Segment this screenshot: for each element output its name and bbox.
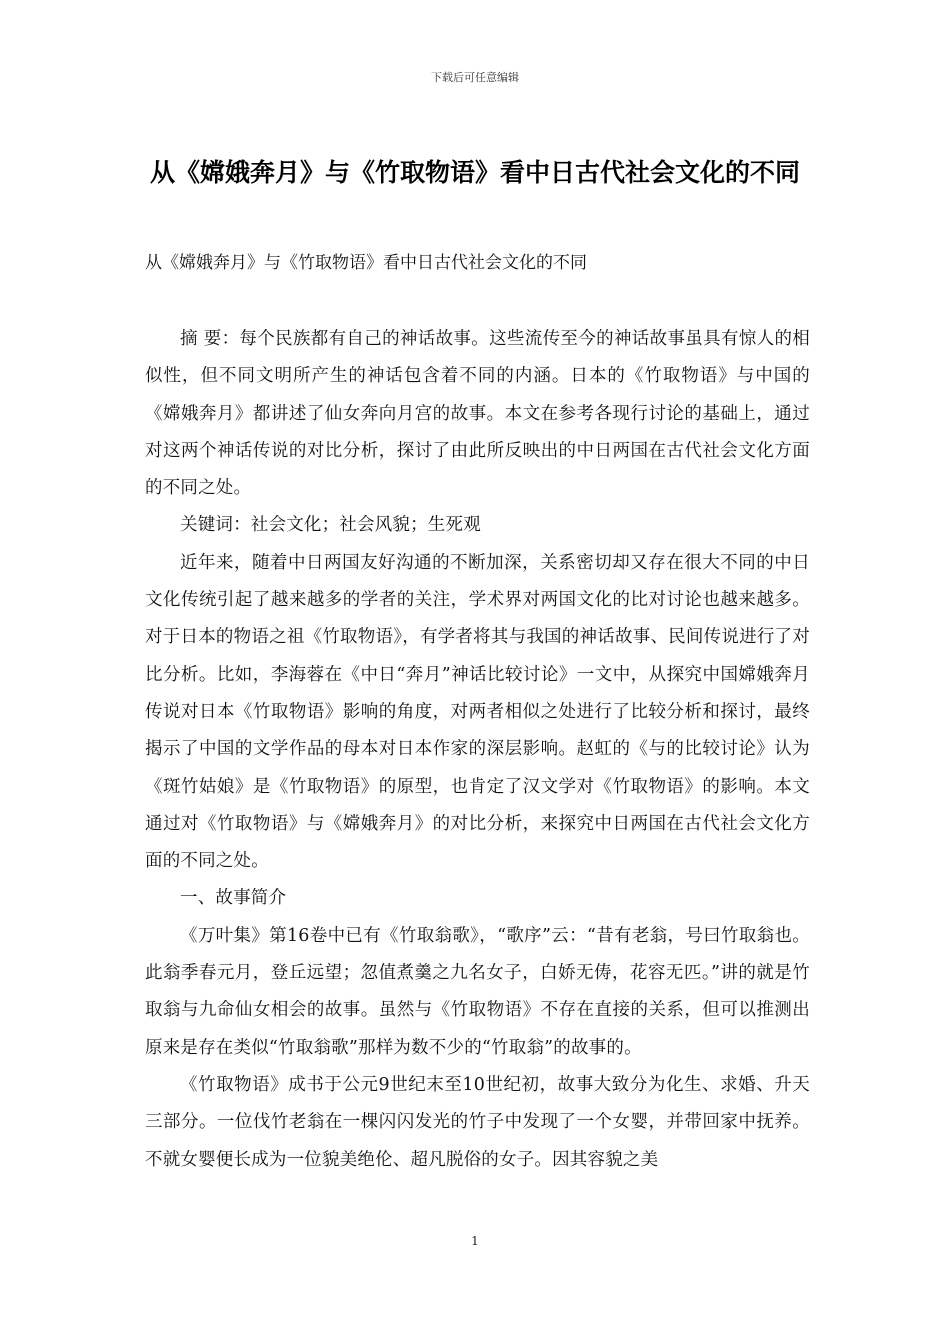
abstract-paragraph: 摘 要：每个民族都有自己的神话故事。这些流传至今的神话故事虽具有惊人的相似性，但不同文明所产生的神话包含着不同的内涵。日本的《竹取物语》与中国的《嫦娥奔月》都讲述了仙女奔向月宫的故事。本文在参考各现行讨论的基础上，通过对这两个神话传说的对比分析，探讨了由此所反映出的中日两国在古代社会文化方面的不同之处。: [145, 329, 810, 499]
keywords-paragraph: 关键词：社会文化；社会风貌；生死观: [180, 515, 481, 536]
page-number: 1: [471, 1234, 479, 1248]
document-body: [145, 321, 810, 1179]
body-paragraph: 《万叶集》第16卷中已有《竹取翁歌》，“歌序”云：“昔有老翁，号曰竹取翁也。此翁季春元月，登丘远望；忽值煮羹之九名女子，白娇无俦，花容无匹。”讲的就是竹取翁与九命仙女相会的故事。虽然与《竹取物语》不存在直接的关系，但可以推测出原来是存在类似“竹取翁歌”那样为数不少的“竹取翁”的故事的。: [145, 925, 810, 1058]
header-note: 下载后可任意编辑: [431, 71, 519, 84]
document-title: 从《嫦娥奔月》与《竹取物语》看中日古代社会文化的不同: [149, 158, 800, 187]
document-subtitle: 从《嫦娥奔月》与《竹取物语》看中日古代社会文化的不同: [145, 253, 587, 273]
body-paragraph: 《竹取物语》成书于公元9世纪末至10世纪初，故事大致分为化生、求婚、升天三部分。一位伐竹老翁在一棵闪闪发光的竹子中发现了一个女婴，并带回家中抚养。不就女婴便长成为一位貌美绝伦、超凡脱俗的女子。因其容貌之美: [145, 1074, 810, 1170]
section-heading: 一、故事简介: [180, 888, 287, 909]
intro-paragraph: 近年来，随着中日两国友好沟通的不断加深，关系密切却又存在很大不同的中日文化传统引起了越来越多的学者的关注，学术界对两国文化的比对讨论也越来越多。对于日本的物语之祖《竹取物语》，有学者将其与我国的神话故事、民间传说进行了对比分析。比如，李海蓉在《中日“奔月”神话比较讨论》一文中，从探究中国嫦娥奔月传说对日本《竹取物语》影响的角度，对两者相似之处进行了比较分析和探讨，最终揭示了中国的文学作品的母本对日本作家的深层影响。赵虹的《与的比较讨论》认为《斑竹姑娘》是《竹取物语》的原型，也肯定了汉文学对《竹取物语》的影响。本文通过对《竹取物语》与《嫦娥奔月》的对比分析，来探究中日两国在古代社会文化方面的不同之处。: [145, 552, 810, 872]
